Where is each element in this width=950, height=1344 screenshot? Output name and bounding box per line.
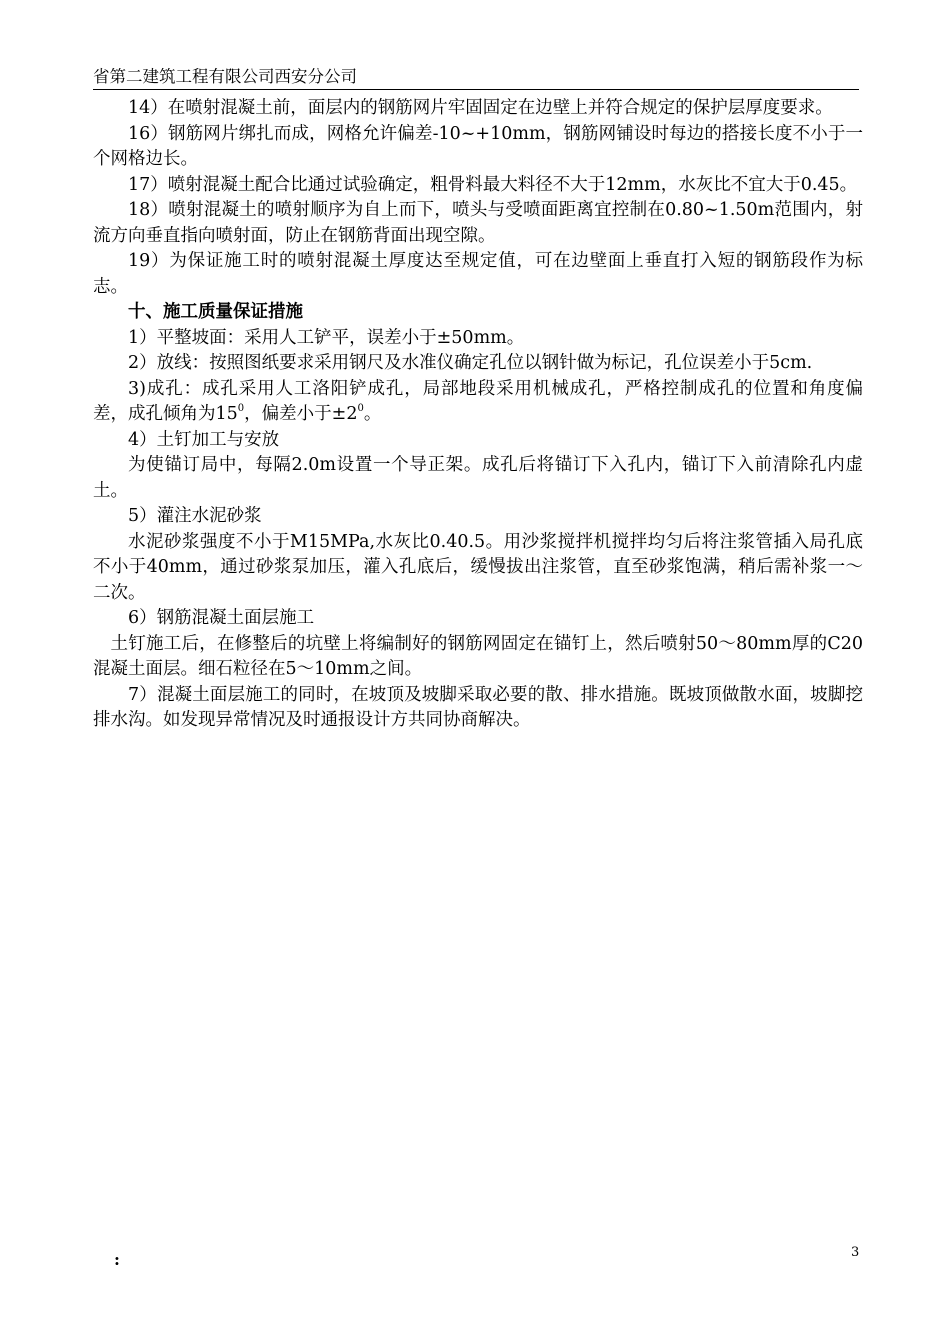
quality-item-6-title: 6）钢筋混凝土面层施工 <box>128 608 315 628</box>
quality-item-5-body: 水泥砂浆强度不小于M15MPa,水灰比0.40.5。用沙浆搅拌机搅拌均匀后将注浆管插入局孔底不小于40mm，通过砂浆泵加压，灌入孔底后，缓慢拔出注浆管，直至砂浆饱满，稍后需补浆一～二次。 <box>93 531 863 603</box>
paragraph-item-16: 16）钢筋网片绑扎而成，网格允许偏差-10~+10mm，钢筋网铺设时每边的搭接长度不小于一个网格边长。 <box>93 123 863 169</box>
bottom-marker: : <box>114 1250 120 1269</box>
paragraph-item-14: 14）在喷射混凝土前，面层内的钢筋网片牢固固定在边壁上并符合规定的保护层厚度要求。 <box>128 98 833 118</box>
degree-superscript: 0 <box>237 403 245 415</box>
paragraph-item-19: 19）为保证施工时的喷射混凝土厚度达至规定值，可在边壁面上垂直打入短的钢筋段作为标志。 <box>93 251 863 297</box>
quality-item-4-title: 4）土钉加工与安放 <box>128 429 280 450</box>
document-body <box>93 96 863 734</box>
paragraph-item-18: 18）喷射混凝土的喷射顺序为自上而下，喷头与受喷面距离宜控制在0.80~1.50m范围内，射流方向垂直指向喷射面，防止在钢筋背面出现空隙。 <box>93 200 863 246</box>
quality-item-7: 7）混凝土面层施工的同时，在坡顶及坡脚采取必要的散、排水措施。既坡顶做散水面，坡脚挖排水沟。如发现异常情况及时通报设计方共同协商解决。 <box>93 684 863 730</box>
page-number: 3 <box>851 1245 860 1260</box>
quality-item-2: 2）放线：按照图纸要求采用钢尺及水准仪确定孔位以钢针做为标记，孔位误差小于5cm. <box>128 353 813 373</box>
quality-item-4-body: 为使锚订局中，每隔2.0m设置一个导正架。成孔后将锚订下入孔内，锚订下入前清除孔内虚土。 <box>93 455 863 501</box>
quality-item-3-mid: ，偏差小于±2 <box>244 404 358 424</box>
quality-item-5-title: 5）灌注水泥砂浆 <box>128 506 262 526</box>
paragraph-item-17: 17）喷射混凝土配合比通过试验确定，粗骨料最大料径不大于12mm，水灰比不宜大于0.45。 <box>128 174 858 195</box>
degree-superscript: 0 <box>357 403 364 415</box>
quality-item-3-text: 3)成孔：成孔采用人工洛阳铲成孔，局部地段采用机械成孔，严格控制成孔的位置和角度偏差，成孔倾角为15 <box>93 378 863 424</box>
page-header <box>93 66 859 90</box>
section-heading-quality: 十、施工质量保证措施 <box>128 302 303 322</box>
quality-item-1: 1）平整坡面：采用人工铲平，误差小于±50mm。 <box>128 327 525 348</box>
header-company-name: 省第二建筑工程有限公司西安分公司 <box>93 67 357 86</box>
quality-item-3-end: 。 <box>363 404 382 424</box>
quality-item-3 <box>93 377 863 428</box>
quality-item-6-body: 土钉施工后，在修整后的坑壁上将编制好的钢筋网固定在锚钉上，然后喷射50～80mm厚的C20混凝土面层。细石粒径在5～10mm之间。 <box>93 633 863 679</box>
